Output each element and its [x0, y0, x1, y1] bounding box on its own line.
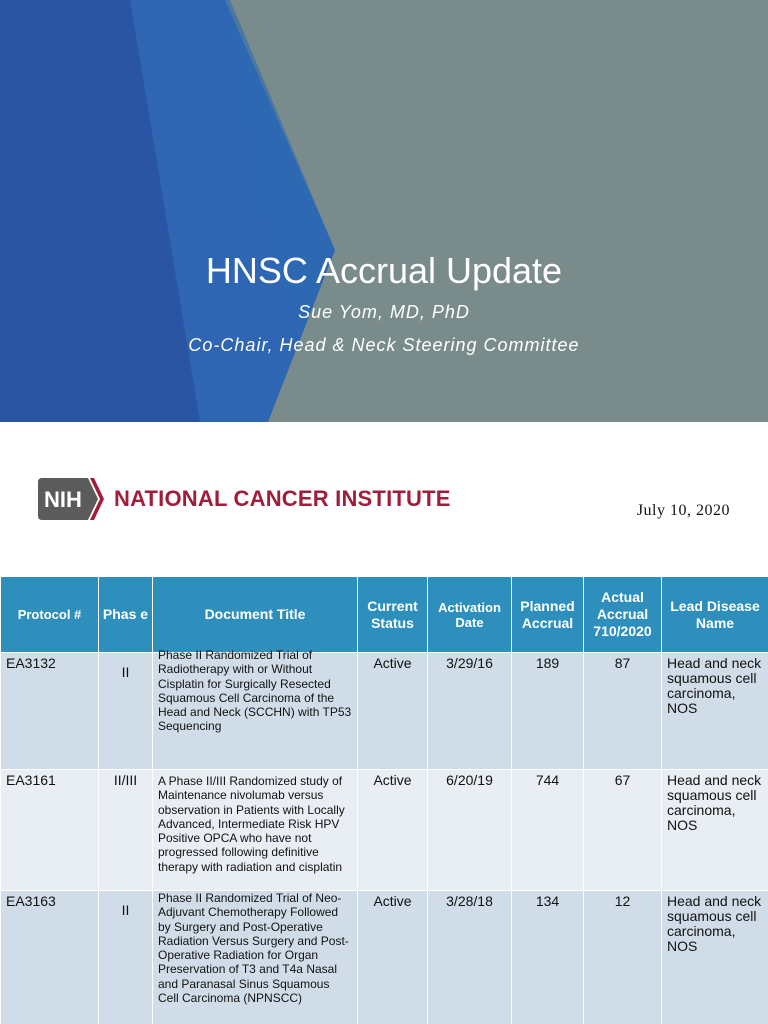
header-actual-accrual: Actual Accrual 710/2020: [584, 577, 662, 653]
cell-actual-accrual: 87: [584, 653, 662, 770]
cell-planned-accrual: 134: [512, 891, 584, 1024]
cell-protocol: EA3132: [1, 653, 99, 770]
cell-phase: II: [99, 891, 153, 1024]
cell-lead-disease: Head and neck squamous cell carcinoma, NOS: [662, 891, 768, 1024]
institute-name: NATIONAL CANCER INSTITUTE: [114, 486, 451, 511]
presenter-role: Co-Chair, Head & Neck Steering Committee: [188, 335, 580, 355]
header-phase: Phas e: [99, 577, 153, 653]
cell-actual-accrual: 12: [584, 891, 662, 1024]
header-protocol: Protocol #: [1, 577, 99, 653]
cell-phase: II/III: [99, 770, 153, 891]
slide-title: HNSC Accrual Update: [205, 250, 563, 291]
presenter-name: Sue Yom, MD, PhD: [298, 302, 470, 322]
cell-status: Active: [358, 770, 428, 891]
cell-protocol: EA3163: [1, 891, 99, 1024]
accrual-table-slide: [0, 576, 768, 1024]
presentation-date: July 10, 2020: [636, 502, 730, 519]
cell-document-title: [153, 891, 358, 1024]
header-lead-disease: Lead Disease Name: [662, 577, 768, 653]
cell-actual-accrual: 67: [584, 770, 662, 891]
table-row: [1, 770, 768, 891]
cell-status: Active: [358, 891, 428, 1024]
cell-planned-accrual: 189: [512, 653, 584, 770]
cell-document-title: [153, 648, 358, 770]
cell-phase: II: [99, 653, 153, 770]
header-current-status: Current Status: [358, 577, 428, 653]
table-header-row: [1, 577, 768, 653]
table-row: [1, 891, 768, 1024]
cell-activation-date: 3/29/16: [428, 653, 512, 770]
cell-planned-accrual: 744: [512, 770, 584, 891]
cell-document-title: [153, 770, 358, 891]
document-title-text: Phase II Randomized Trial of Radiotherapy with or Without Cisplatin for Surgically Resected Squamous Cell Carcinoma of the Head and Neck (SCCHN) with TP53 Sequencing: [158, 648, 352, 734]
logo-slide: [0, 422, 768, 576]
title-background-shapes: [0, 0, 768, 422]
cell-lead-disease: Head and neck squamous cell carcinoma, NOS: [662, 770, 768, 891]
nih-badge-text: NIH: [44, 487, 82, 512]
cell-activation-date: 3/28/18: [428, 891, 512, 1024]
cell-protocol: EA3161: [1, 770, 99, 891]
document-title-text: Phase II Randomized Trial of Neo-Adjuvant Chemotherapy Followed by Surgery and Post-Operative Radiation Versus Surgery and Post-Operative Radiation for Organ Preservation of T3 and T4a Nasal and Paranasal Sinus Squamous Cell Carcinoma (NPNSCC): [158, 891, 349, 1006]
header-activation-date: Activation Date: [428, 577, 512, 653]
table-row: [1, 653, 768, 770]
cell-lead-disease: Head and neck squamous cell carcinoma, NOS: [662, 653, 768, 770]
cell-activation-date: 6/20/19: [428, 770, 512, 891]
nih-badge-icon: [38, 478, 104, 520]
nci-logo: [38, 478, 451, 520]
cell-status: Active: [358, 653, 428, 770]
accrual-table: [0, 576, 768, 1024]
document-title-text: A Phase II/III Randomized study of Maintenance nivolumab versus observation in Patients with Locally Advanced, Intermediate Risk HPV Positive OPCA who have not progressed following definitive therapy with radiation and cisplatin: [158, 774, 345, 874]
title-slide: [0, 0, 768, 422]
header-planned-accrual: Planned Accrual: [512, 577, 584, 653]
header-document-title: Document Title: [153, 577, 358, 653]
